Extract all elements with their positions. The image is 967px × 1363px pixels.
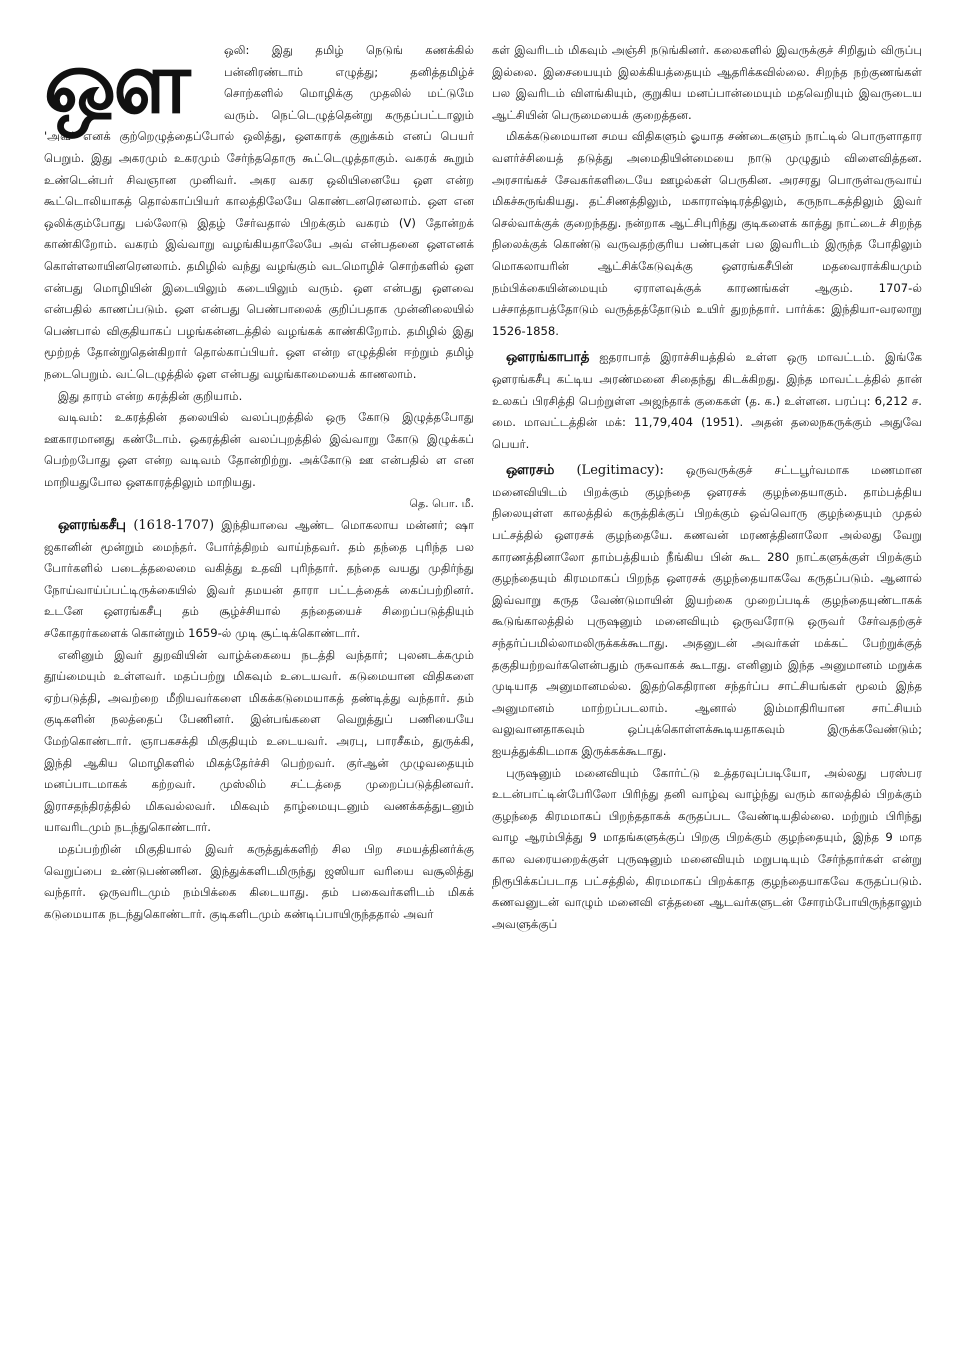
intro-text: ஒலி: இது தமிழ் நெடுங் கணக்கில் பன்னிரண்டாம் எழுத்து; தனித்தமிழ்ச் சொற்களில் மொழிக்கு முதலில் மட்டுமே வரும். நெட்டெழுத்தென்று கருதப்பட்டாலும் 'அவ்' எனக் குற்றெழுத்தைப்போல் ஒலித்து, ஔகாரக் குறுக்கம் எனப் பெயர் பெறும். இது அகரமும் உகரமும் சேர்ந்ததொரு கூட்டெழுத்தாகும். வகரக் கூறும் உண்டென்பர் சிவஞான முனிவர். அகர வகர ஒலியினையே ஔ என்ற கூட்டொலியாகத் தொல்காப்பியர் காலத்திலேயே கொண்டனரெனலாம். ஔ என ஒலிக்கும்போது பல்லோடு இதழ் சேர்வதால் பிறக்கும் வகரம் (V) தோன்றக் காண்கிறோம். வகரம் இவ்வாறு வழங்கியதாலேயே அவ் என்பதனை ஔஎனக் கொள்ளலாயினரெனலாம். தமிழில் வந்து வழங்கும் வடமொழிச் சொற்களில் ஔ என்பது மொழியின் இடையிலும் கடையிலும் வரும். ஔ என்பது ஔவை என்பதில் காணப்படும். ஔ என்பது பெண்பாலைக் குறிப்பதாக முன்னிலையில் பெண்பால் விகுதியாகப் பழங்கன்னடத்தில் வழங்கக் காண்கிறோம். தமிழில் இது மூற்றத் தோன்றுதென்கிறார் தொல்காப்பியர். ஔ என்ற எழுத்தின் ஈற்றும் தமிழ் நடைபெறும். வட்டெழுத்தில் ஔ என்பது வழங்காமையைக் காணலாம். (44, 43, 474, 381)
aurangzeb-years: (1618-1707) (133, 518, 215, 534)
entry-au-letter-intro (44, 40, 474, 386)
entry-aurasam (492, 460, 922, 762)
aurangzeb-para-3: மதப்பற்றின் மிகுதியால் இவர் கருத்துக்களிற் சில பிற சமயத்தினர்க்கு வெறுப்பை உண்டுபண்ணின. இந்துக்களிடமிருந்து ஜஸியா வரியை வசூலித்து வந்தார். ஒருவரிடமும் நம்பிக்கை கிடையாது. தம் பகைவர்களிடம் மிகக் கடுமையாக நடந்துகொண்டார். குடிகளிடமும் கண்டிப்பாயிருந்ததால் அவர் (44, 841, 474, 921)
entry-aurangabad (492, 347, 922, 455)
aurangzeb-para-2: எனினும் இவர் துறவியின் வாழ்க்கையை நடத்தி வந்தார்; புலனடக்கமும் தூய்மையும் உள்ளவர். மதப்பற்று மிகவும் உடையவர். கடுமையான விதிகளை ஏற்படுத்தி, அவற்றை மீறியவர்களை மிகக்கடுமையாகத் தண்டித்து வந்தார். தம் குடிகளின் நலத்தைப் பேணினர். இன்பங்களை வெறுத்துப் பணியையே மேற்கொண்டார். ஞாபகசக்தி மிகுதியும் உடையவர். அரபு, பாரசீகம், துருக்கி, இந்தி ஆகிய மொழிகளில் மிகத்தேர்ச்சி பெற்றவர். குர்ஆன் முழுவதையும் மனப்பாடமாகக் கற்றவர். முஸ்லிம் சட்டத்தை முறைப்படுத்தினவர். இராசதந்திரத்தில் மிகவல்லவர். மிகவும் தாழ்மையுடனும் வணக்கத்துடனும் யாவரிடமும் நடந்துகொண்டார். (44, 647, 474, 835)
entry-aurangzeb (44, 515, 474, 645)
big-au-letter: ஔ (44, 40, 189, 133)
aurangzeb-cont-1: கள் இவரிடம் மிகவும் அஞ்சி நடுங்கினர். கலைகளில் இவருக்குச் சிறிதும் விருப்பு இல்லை. இசையையும் இலக்கியத்தையும் ஆதரிக்கவில்லை. சிறந்த நற்குணங்கள் பல இவரிடம் விளங்கியும், குறுகிய மனப்பான்மையும் மதவெறியும் இவருடைய ஆட்சியின் பெருமையைக் குறைத்தன. (492, 43, 922, 122)
vadivam-paragraph: வடிவம்: உகரத்தின் தலையில் வலப்புறத்தில் ஒரு கோடு இழுத்தபோது ஊகாரமானது கண்டோம். ஒகரத்தின் வலப்புறத்தில் இவ்வாறு கோடு இழுக்கப் பெற்றபோது ஔ என்ற வடிவம் தோன்றிற்று. அக்கோடு ஊ என்பதில் ள என மாறியதுபோல ஔகாரத்திலும் மாறியது. (44, 410, 474, 489)
right-column (492, 40, 922, 1340)
aurasam-para-2: புருஷனும் மனைவியும் கோர்ட்டு உத்தரவுப்படியோ, அல்லது பரஸ்பர உடன்பாட்டின்பேரிலோ பிரிந்து தனி வாழ்வு வாழ்ந்து வரும் காலத்தில் பிறக்கும் குழந்தை கிரமமாகப் பிறந்ததாகக் கருதப்பட வேண்டியதில்லை. மற்றும் பிரிந்து வாழ ஆரம்பித்து 9 மாதங்களுக்குப் பிறகு பிறக்கும் குழந்தையும், இந்த 9 மாத கால வரையறைக்குள் புருஷனும் மனைவியும் மறுபடியும் சேர்ந்தார்கள் என்று நிரூபிக்கப்படாத பட்சத்தில், கிரமமாகப் பிறக்காத குழந்தையாகவே கருதப்படும். கணவனுடன் வாழும் மனைவி எத்தனை ஆடவர்களுடன் சோரம்போயிருந்தாலும் அவளுக்குப் (492, 765, 922, 931)
aurangzeb-cont-2: மிகக்கடுமையான சமய விதிகளும் ஓயாத சண்டைகளும் நாட்டில் பொருளாதார வளர்ச்சியைத் தடுத்து அமைதியின்மையை நாடு முழுதும் விளைவித்தன. அரசாங்கச் சேவகர்களிடையே ஊழல்கள் பெருகின. அரசரது பொருள்வருவாய் மிகச்சுருங்கியது. தட்சிணத்திலும், மகாராஷ்டிரத்திலும், கருநாடகத்திலும் இவர் செல்வாக்குக் குறைந்தது. நன்றாக ஆட்சிபுரிந்து குடிகளைக் காத்து நாட்டைச் சிறந்த நிலைக்குக் கொண்டு வருவதற்குரிய பண்புகள் பல இவரிடம் இருந்த போதிலும் மொகலாயரின் ஆட்சிக்கேடுவுக்கு ஔரங்கசீபின் மதவைராக்கியமும் நம்பிக்கையின்மையும் ஏராளவுக்குக் காரணங்கள் ஆகும். 1707-ல் பச்சாத்தாபத்தோடும் வருத்தத்தோடும் உயிர் துறந்தார். பார்க்க: இந்தியா-வரலாறு 1526-1858. (492, 129, 922, 338)
aurangabad-body: ஐதராபாத் இராச்சியத்தில் உள்ள ஒரு மாவட்டம். இங்கே ஔரங்கசீபு கட்டிய அரண்மனை சிதைந்து கிடக்கிறது. இந்த மாவட்டத்தில் தான் உலகப் பிரசித்தி பெற்றுள்ள அஜந்தாக் குகைகள் (த. க.) உள்ளன. பரப்பு: 6,212 ச. மை. மாவட்டத்தின் மக்: 11,79,404 (1951). அதன் தலைநகருக்கும் அதுவே பெயர். (492, 350, 922, 451)
aurasam-english: (Legitimacy): (576, 463, 664, 479)
aurangzeb-para-1: இந்தியாவை ஆண்ட மொகலாய மன்னர்; ஷா ஜகானின் மூன்றும் மைந்தர். போர்த்திறம் வாய்ந்தவர். தம் தந்தை புரிந்த பல போர்களில் படைத்தலைமை வகித்து உதவி புரிந்தார். தந்தை வயது முதிர்ந்து நோய்வாய்ப்பட்டிருக்கையில் இவர் தமயன் தாரா பட்டத்தைக் கைப்பற்றினர். உடனே ஔரங்கசீபு தம் சூழ்ச்சியால் தந்தையைச் சிறைப்படுத்தியும் சகோதரர்களைக் கொன்றும் 1659-ல் முடி சூட்டிக்கொண்டார். (44, 518, 474, 641)
aurangzeb-heading: ஔரங்கசீபு (58, 517, 126, 534)
svara-line: இது தாரம் என்ற சுரத்தின் குறியாம். (58, 388, 243, 403)
aurasam-heading: ஔரசம் (506, 462, 555, 479)
aurasam-para-1: ஒருவருக்குச் சட்டபூர்வமாக மணமான மனைவியிடம் பிறக்கும் குழந்தை ஔரசக் குழந்தையாகும். தாம்பத்திய நிலையுள்ள காலத்தில் கருத்திக்குப் பிறக்கும் ஒவ்வொரு குழந்தையும் முதல் பட்சத்தில் ஔரசக் குழந்தையே. கணவன் மரணத்தினாலோ அல்லது வேறு காரணத்தினாலோ தாம்பத்தியம் நீங்கிய பின் கூட 280 நாட்களுக்குள் பிறக்கும் குழந்தையும் கிரமமாகப் பிறந்த ஔரசக் குழந்தையாகவே கருதப்படும். ஆனால் இவ்வாறு கருத வேண்டுமாயின் இயற்கை முறைப்படிக் குழந்தையுண்டாகக் கூடுங்காலத்தில் புருஷனும் மனைவியும் ஒருவரோடு ஒருவர் சேர்வதற்குச் சந்தர்ப்பமில்லாமலிருக்கக்கூடாது. அதனுடன் அவர்கள் மக்கட் பேற்றுக்குத் தகுதியற்றவர்களென்பதும் ருசுவாகக் கூடாது. எனினும் இந்த அனுமானம் மறுக்க முடியாத அனுமானமல்ல. இதற்கெதிரான சந்தர்ப்ப சாட்சியங்கள் மூலம் இந்த அனுமானம் மாற்றப்படலாம். ஆனால் இம்மாதிரியான சாட்சியம் வலுவானதாகவும் ஒப்புக்கொள்ளக்கூடியதாகவும் இருக்கவேண்டும்; ஐயத்துக்கிடமாக இருக்கக்கூடாது. (492, 463, 922, 758)
left-column (44, 40, 474, 1340)
aurangabad-heading: ஔரங்காபாத் (506, 349, 590, 366)
author-signature: தெ. பொ. மீ. (409, 497, 474, 511)
